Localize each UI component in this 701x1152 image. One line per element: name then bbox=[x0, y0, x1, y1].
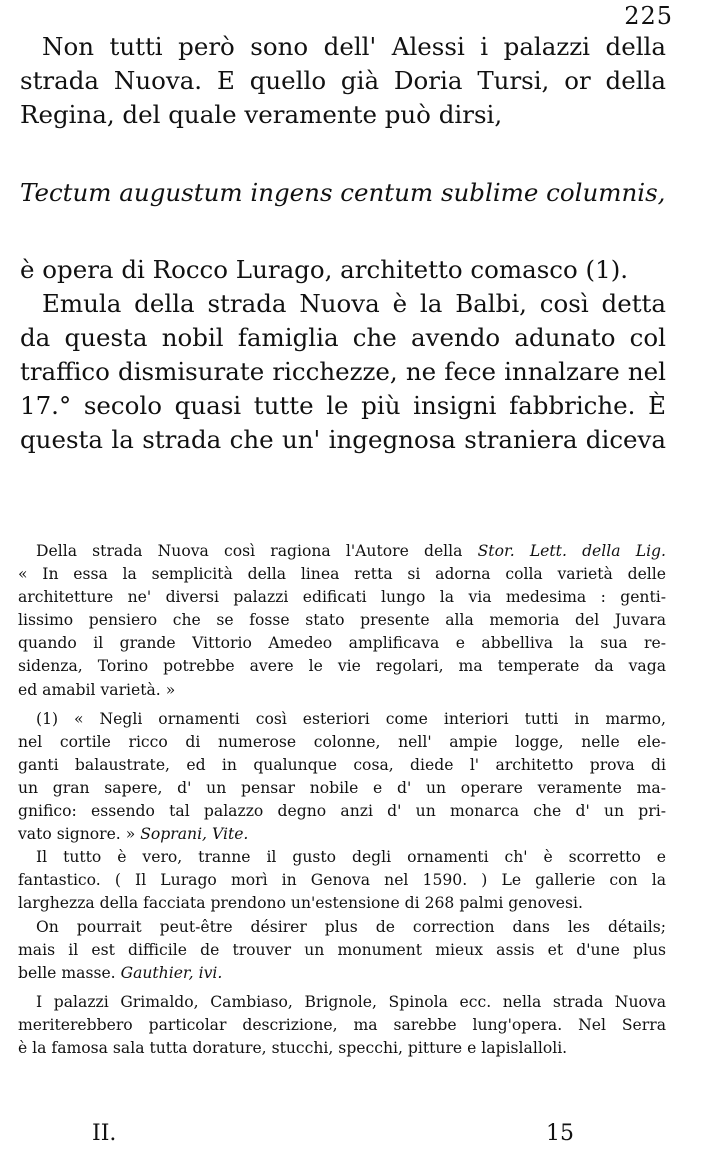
note-line bbox=[18, 540, 666, 563]
note-line: Il tutto è vero, tranne il gusto degli ornamenti ch' è scorretto e bbox=[36, 848, 666, 867]
note-source-citation: Gauthier, ivi. bbox=[120, 963, 223, 982]
note-line: On pourrait peut-être désirer plus de correction dans les détails; bbox=[36, 917, 666, 936]
note-line: nel cortile ricco di numerose colonne, nell' ampie logge, nelle ele- bbox=[18, 732, 666, 751]
note-line: un gran sapere, d' un pensar nobile e d' un operare veramente ma- bbox=[18, 778, 666, 797]
note-line: I palazzi Grimaldo, Cambiaso, Brignole, Spinola ecc. nella strada Nuova bbox=[36, 992, 666, 1011]
note-line: gnifico: essendo tal palazzo degno anzi d' un monarca che d' un pri- bbox=[18, 802, 666, 821]
page-number: 225 bbox=[624, 2, 673, 30]
note-line: (1) « Negli ornamenti così esteriori come interiori tutti in marmo, bbox=[36, 709, 666, 728]
note-text: vato signore. » bbox=[18, 825, 141, 844]
note-line: lissimo pensiero che se fosse stato presente alla memoria del Juvara bbox=[18, 611, 666, 630]
note-line: mais il est difficile de trouver un monument mieux assis et d'une plus bbox=[18, 940, 666, 959]
note-line bbox=[18, 962, 666, 985]
text-line: questa la strada che un' ingegnosa straniera diceva bbox=[20, 425, 666, 454]
text-line: Regina, del quale veramente può dirsi, bbox=[20, 100, 503, 129]
latin-verse-quote: Tectum augustum ingens centum sublime columnis, bbox=[20, 178, 666, 207]
note-line: ed amabil varietà. » bbox=[18, 680, 176, 699]
note-line: larghezza della facciata prendono un'estensione di 268 palmi genovesi. bbox=[18, 894, 583, 913]
note-text: belle masse. bbox=[18, 963, 121, 982]
text-line: Emula della strada Nuova è la Balbi, così detta bbox=[42, 289, 666, 318]
note-line: sidenza, Torino potrebbe avere le vie regolari, ma temperate da vaga bbox=[18, 657, 666, 676]
paragraph-intro bbox=[20, 30, 666, 132]
note-line: ganti balaustrate, ed in qualunque cosa, diede l' architetto prova di bbox=[18, 755, 666, 774]
note-line: meriterebbero particolar descrizione, ma sarebbe lung'opera. Nel Serra bbox=[18, 1015, 666, 1034]
note-source-citation: Soprani, Vite. bbox=[140, 825, 249, 844]
text-line: Non tutti però sono dell' Alessi i palazzi della bbox=[42, 32, 666, 61]
note-intro-text: Della strada Nuova così ragiona l'Autore della bbox=[36, 542, 478, 560]
text-line: 17.° secolo quasi tutte le più insigni fabbriche. È bbox=[20, 391, 666, 420]
text-line: traffico dismisurate ricchezze, ne fece innalzare nel bbox=[20, 357, 666, 386]
note-line: architetture ne' diversi palazzi edificati lungo la via medesima : genti- bbox=[18, 588, 666, 607]
paragraph-main bbox=[20, 253, 666, 457]
footnotes bbox=[18, 540, 666, 1060]
text-line: strada Nuova. E quello già Doria Tursi, or della bbox=[20, 66, 666, 95]
note-source-citation: Stor. Lett. della Lig. bbox=[477, 542, 666, 560]
note-line: « In essa la semplicità della linea retta si adorna colla varietà delle bbox=[18, 565, 666, 584]
sheet-number: 15 bbox=[546, 1121, 574, 1146]
text-line: è opera di Rocco Lurago, architetto comasco (1). bbox=[20, 255, 629, 284]
note-line: è la famosa sala tutta dorature, stucchi, specchi, pitture e lapislalloli. bbox=[18, 1038, 568, 1057]
note-line bbox=[18, 823, 666, 846]
text-line: da questa nobil famiglia che avendo adunato col bbox=[20, 323, 666, 352]
note-line: fantastico. ( Il Lurago morì in Genova nel 1590. ) Le gallerie con la bbox=[18, 871, 666, 890]
note-line: quando il grande Vittorio Amedeo amplificava e abbelliva la sua re- bbox=[18, 634, 666, 653]
signature-mark: II. bbox=[92, 1121, 117, 1146]
